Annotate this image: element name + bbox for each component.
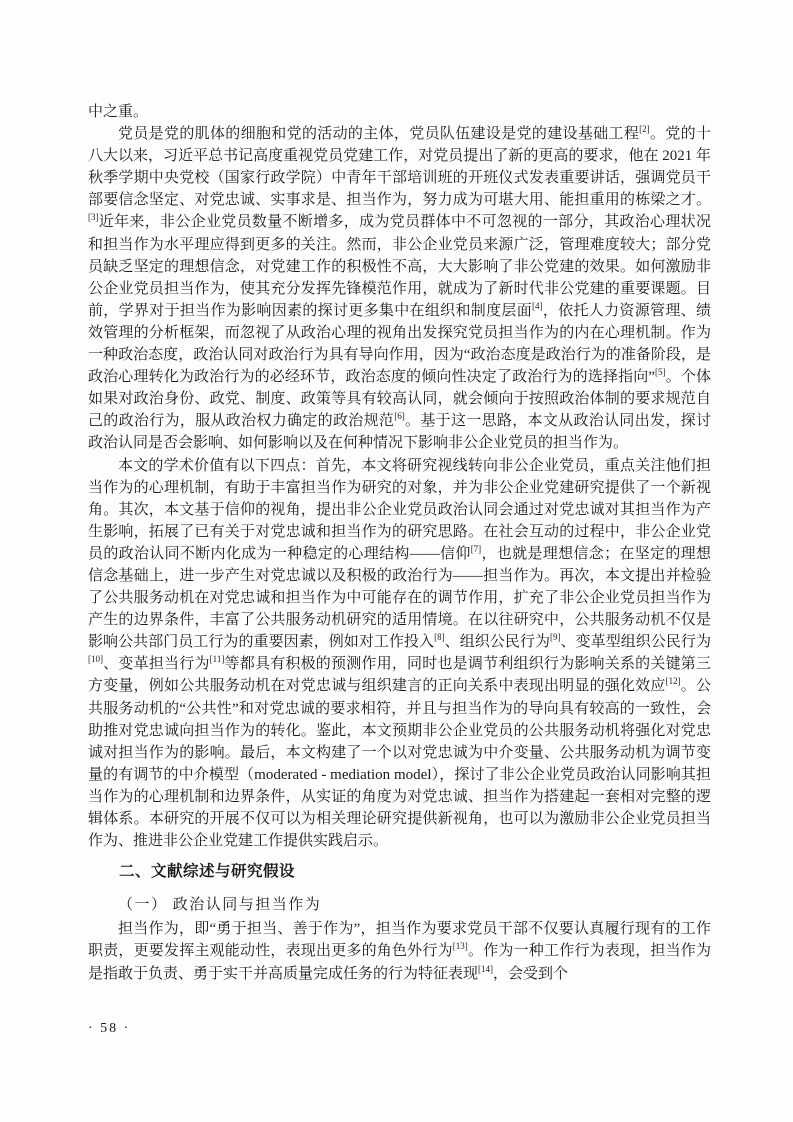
page-content <box>88 101 711 985</box>
reference-marker: [8] <box>434 632 445 643</box>
reference-marker: [11] <box>209 654 225 665</box>
paragraph: 党员是党的肌体的细胞和党的活动的主体，党员队伍建设是党的建设基础工程[2]。党的十八大以来，习近平总书记高度重视党员党建工作，对党员提出了新的更高的要求，他在 2021 年秋季学期中央党校（国家行政学院）中青年干部培训班的开班仪式发表重要讲话，强调党员干部要信念坚定、对党忠诚、实事求是、担当作为，努力成为可堪大用、能担重用的栋梁之才。[3]近年来，非公企业党员数量不断增多，成为党员群体中不可忽视的一部分，其政治心理状况和担当作为水平理应得到更多的关注。然而，非公企业党员来源广泛，管理难度较大；部分党员缺乏坚定的理想信念，对党建工作的积极性不高，大大影响了非公党建的效果。如何激励非公企业党员担当作为，使其充分发挥先锋模范作用，就成为了新时代非公党建的重要课题。目前，学界对于担当作为影响因素的探讨更多集中在组织和制度层面[4]，依托人力资源管理、绩效管理的分析框架，而忽视了从政治心理的视角出发探究党员担当作为的内在心理机制。作为一种政治态度，政治认同对政治行为具有导向作用，因为“政治态度是政治行为的准备阶段，是政治心理转化为政治行为的必经环节，政治态度的倾向性决定了政治行为的选择指向”[5]。个体如果对政治身份、政党、制度、政策等具有较高认同，就会倾向于按照政治体制的要求规范自己的政治行为，服从政治权力确定的政治规范[6]。基于这一思路，本文从政治认同出发，探讨政治认同是否会影响、如何影响以及在何种情况下影响非公企业党员的担当作为。 <box>88 124 711 452</box>
reference-marker: [13] <box>452 941 468 952</box>
reference-marker: [10] <box>88 654 103 665</box>
reference-marker: [4] <box>532 300 543 311</box>
reference-marker: [12] <box>665 676 681 687</box>
reference-marker: [2] <box>639 124 650 135</box>
reference-marker: [14] <box>478 963 494 974</box>
paragraph: 中之重。 <box>88 104 149 120</box>
page-number: · 58 · <box>88 1021 131 1036</box>
reference-marker: [7] <box>470 543 482 554</box>
reference-marker: [5] <box>655 367 666 378</box>
reference-marker: [6] <box>394 411 405 422</box>
reference-marker: [3] <box>88 212 99 223</box>
paragraph: 担当作为，即“勇于担当、善于作为”，担当作为要求党员干部不仅要认真履行现有的工作职责，更要发挥主观能动性，表现出更多的角色外行为[13]。作为一种工作行为表现，担当作为是指敢于负责、勇于实干并高质量完成任务的行为特征表现[14]，会受到个 <box>88 921 711 982</box>
subsection-heading: （一） 政治认同与担当作为 <box>118 897 322 914</box>
section-heading: 二、文献综述与研究假设 <box>119 863 296 881</box>
reference-marker: [9] <box>550 632 561 643</box>
paragraph: 本文的学术价值有以下四点：首先，本文将研究视线转向非公企业党员，重点关注他们担当作为的心理机制，有助于丰富担当作为研究的对象，并为非公企业党建研究提供了一个新视角。其次，本文基于信仰的视角，提出非公企业党员政治认同会通过对党忠诚对其担当作为产生影响，拓展了已有关于对党忠诚和担当作为的研究思路。在社会互动的过程中，非公企业党员的政治认同不断内化成为一种稳定的心理结构——信仰[7]，也就是理想信念；在坚定的理想信念基础上，进一步产生对党忠诚以及积极的政治行为——担当作为。再次，本文提出并检验了公共服务动机在对党忠诚和担当作为中可能存在的调节作用，扩充了非公企业党员担当作为产生的边界条件，丰富了公共服务动机研究的适用情境。在以往研究中，公共服务动机不仅是影响公共部门员工行为的重要因素，例如对工作投入[8]、组织公民行为[9]、变革型组织公民行为[10]、变革担当行为[11]等都具有积极的预测作用，同时也是调节利组织行为影响关系的关键第三方变量，例如公共服务动机在对党忠诚与组织建言的正向关系中表现出明显的强化效应[12]。公共服务动机的“公共性”和对党忠诚的要求相符，并且与担当作为的导向具有较高的一致性，会助推对党忠诚向担当作为的转化。鉴此，本文预期非公企业党员的公共服务动机将强化对党忠诚对担当作为的影响。最后，本文构建了一个以对党忠诚为中介变量、公共服务动机为调节变量的有调节的中介模型（moderated - mediation model），探讨了非公企业党员政治认同影响其担当作为的心理机制和边界条件，从实证的角度为对党忠诚、担当作为搭建起一套相对完整的逻辑体系。本研究的开展不仅可以为相关理论研究提供新视角，也可以为激励非公企业党员担当作为、推进非公企业党建工作提供实践启示。 <box>88 457 711 850</box>
